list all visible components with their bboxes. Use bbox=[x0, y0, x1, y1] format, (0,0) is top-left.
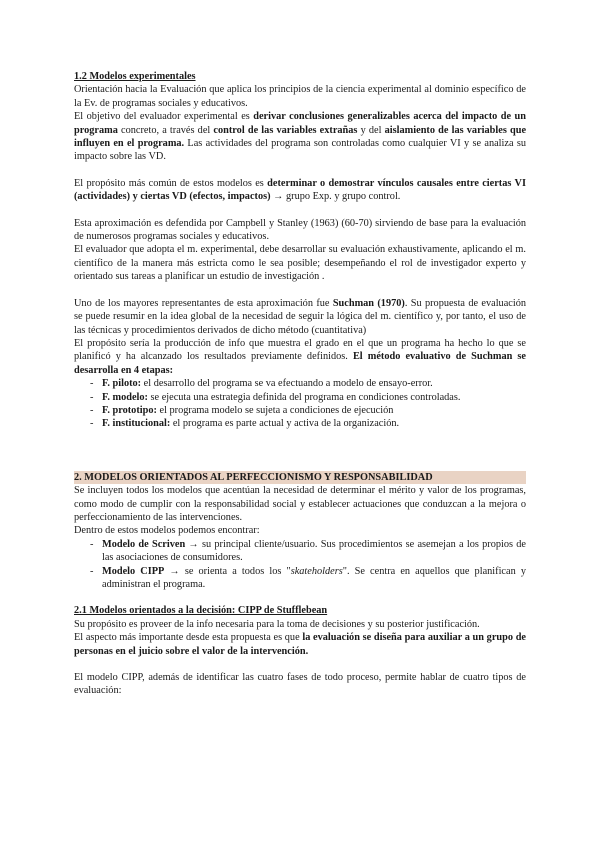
text-run: . Su propuesta de evaluación se puede resumir en la idea global de la necesidad de seguir la lógica del m. científico y, por tanto, el uso de las técnicas y procedimientos derivados de dicho método (cuantitativa) bbox=[74, 297, 526, 336]
text-run: y del bbox=[357, 124, 385, 136]
bold-run: Modelo CIPP bbox=[102, 565, 165, 577]
paragraph: Su propósito es proveer de la info necesaria para la toma de decisiones y su posterior justificación. bbox=[74, 618, 480, 630]
list-item bbox=[74, 565, 526, 592]
text-run: → se orienta a todos los " bbox=[164, 565, 291, 577]
dash-bullet: - bbox=[90, 378, 94, 390]
text-run: El propósito más común de estos modelos es bbox=[74, 177, 268, 189]
bold-run: El método evaluativo de Suchman se desarrolla en 4 etapas: bbox=[74, 351, 527, 376]
list-item bbox=[74, 391, 526, 404]
bold-run: control de las variables extrañas bbox=[213, 124, 358, 136]
section-title-text: 2. MODELOS ORIENTADOS AL PERFECCIONISMO Y RESPONSABILIDAD bbox=[74, 471, 433, 483]
models-list bbox=[74, 538, 526, 592]
list-item bbox=[74, 538, 526, 565]
bold-run: F. prototipo: bbox=[102, 404, 157, 416]
list-item bbox=[74, 404, 526, 417]
italic-run: skateholders bbox=[290, 565, 343, 577]
list-item bbox=[74, 417, 526, 430]
stages-list bbox=[74, 377, 526, 431]
bold-run: la evaluación se diseña para auxiliar a un grupo de personas en el juicio sobre el valor de la intervención. bbox=[74, 632, 526, 657]
text-run: concreto, a través del bbox=[117, 124, 214, 136]
paragraph: Se incluyen todos los modelos que acentúan la necesidad de determinar el mérito y valor de los programas, como modo de cumplir con la responsabilidad social y establecer actuaciones que conduzcan a la mejora o perfeccionamiento de las intervenciones. bbox=[74, 485, 526, 523]
paragraph: El modelo CIPP, además de identificar las cuatro fases de todo proceso, permite hablar de cuatro tipos de evaluación: bbox=[74, 672, 526, 697]
bold-run: F. piloto: bbox=[102, 378, 142, 390]
text-run: el programa modelo se sujeta a condiciones de ejecución bbox=[156, 404, 394, 416]
dash-bullet: - bbox=[90, 404, 94, 416]
text-run: El propósito sería la producción de info que muestra el grado en el que un programa ha hecho lo que se planificó y ha alcanzado los resultados previamente definidos. bbox=[74, 337, 526, 363]
list-item bbox=[74, 377, 526, 390]
bold-run: F. modelo: bbox=[102, 391, 148, 403]
bold-run: Suchman (1970) bbox=[332, 297, 405, 309]
text-run: ". Se centra en aquellos que planifican y administran el programa. bbox=[102, 565, 526, 590]
section-title-2-1: 2.1 Modelos orientados a la decisión: CIPP de Stufflebean bbox=[74, 605, 328, 617]
dash-bullet: - bbox=[90, 538, 94, 550]
paragraph bbox=[74, 297, 526, 337]
text-run: El objetivo del evaluador experimental es bbox=[74, 111, 254, 123]
bold-run: F. institucional: bbox=[102, 418, 171, 430]
text-run: el desarrollo del programa se va efectuando a modelo de ensayo-error. bbox=[141, 378, 433, 390]
bold-run: aislamiento de las variables que influyen en el programa. bbox=[74, 124, 527, 150]
paragraph bbox=[74, 631, 526, 658]
paragraph: Esta aproximación es defendida por Campbell y Stanley (1963) (60-70) sirviendo de base para la evaluación de numerosos programas sociales y educativos. bbox=[74, 217, 526, 243]
text-run: Uno de los mayores representantes de esta aproximación fue bbox=[74, 297, 333, 309]
text-run: se ejecuta una estrategia definida del programa en condiciones controladas. bbox=[147, 391, 461, 403]
text-run: → grupo Exp. y grupo control. bbox=[270, 191, 401, 203]
dash-bullet: - bbox=[90, 565, 94, 577]
paragraph bbox=[74, 337, 526, 377]
bold-run: derivar conclusiones generalizables acerca del impacto de un programa bbox=[74, 111, 527, 136]
bold-run: determinar o demostrar vínculos causales entre ciertas VI (actividades) y ciertas VD (efectos, impactos) bbox=[74, 177, 526, 203]
paragraph bbox=[74, 177, 526, 204]
section-title-1-2: 1.2 Modelos experimentales bbox=[74, 71, 196, 82]
paragraph: Orientación hacia la Evaluación que aplica los principios de la ciencia experimental al dominio específico de la Ev. de programas sociales y educativos. bbox=[74, 84, 526, 109]
paragraph: El evaluador que adopta el m. experimental, debe desarrollar su evaluación exhaustivamente, aplicando el m. científico de la manera más estricta como le sea posible; desempeñando el rol de investigador experto y orientado sus tareas a planificar un estudio de investigación . bbox=[74, 244, 526, 283]
bold-run: Modelo de Scriven bbox=[102, 538, 186, 550]
paragraph bbox=[74, 110, 526, 164]
text-run: → su principal cliente/usuario. Sus procedimientos se asemejan a los propios de las asociaciones de consumidores. bbox=[102, 538, 526, 564]
dash-bullet: - bbox=[90, 391, 94, 403]
text-run: El aspecto más importante desde esta propuesta es que bbox=[74, 632, 303, 644]
section-title-2 bbox=[74, 471, 526, 484]
dash-bullet: - bbox=[90, 418, 94, 430]
text-run: el programa es parte actual y activa de la organización. bbox=[170, 418, 400, 430]
text-run: Las actividades del programa son controladas como cualquier VI y se analiza su impacto sobre las VD. bbox=[74, 138, 526, 163]
paragraph: Dentro de estos modelos podemos encontrar: bbox=[74, 525, 260, 537]
